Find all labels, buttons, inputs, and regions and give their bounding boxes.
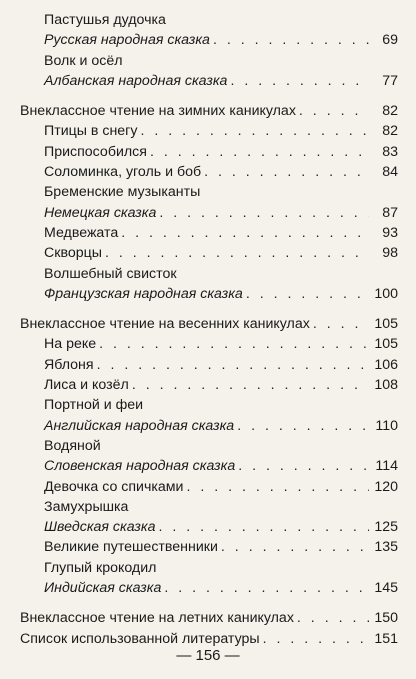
toc-entry xyxy=(0,375,416,395)
toc-entry xyxy=(0,243,416,263)
dot-leader xyxy=(99,334,369,354)
toc-entry-title: Список использованной литературы xyxy=(20,630,260,647)
toc-page-number: 84 xyxy=(382,164,398,181)
page-number: — 156 — xyxy=(176,647,240,664)
toc-entry xyxy=(0,456,416,476)
toc-entry xyxy=(0,264,416,284)
toc-page-number: 100 xyxy=(374,285,398,302)
toc-section xyxy=(0,629,416,649)
toc-entry xyxy=(0,355,416,375)
toc-page-number: 98 xyxy=(382,245,398,262)
dot-leader xyxy=(97,355,369,375)
toc-section xyxy=(0,608,416,628)
toc-entry xyxy=(0,477,416,497)
toc-entry xyxy=(0,162,416,182)
toc-page-number: 105 xyxy=(374,316,398,333)
dot-leader xyxy=(159,203,369,223)
toc-page-number: 151 xyxy=(374,630,398,647)
dot-leader xyxy=(246,284,369,304)
toc-entry xyxy=(0,416,416,436)
toc-entry-title: Птицы в снегу xyxy=(44,123,138,140)
toc-entry-title: Внеклассное чтение на весенних каникулах xyxy=(20,316,310,333)
toc-entry xyxy=(0,203,416,223)
toc-entry-title: Скворцы xyxy=(44,245,102,262)
toc-entry-title: Бременские музыканты xyxy=(44,184,201,201)
dot-leader xyxy=(297,608,369,628)
toc-entry-title: Яблоня xyxy=(44,356,94,373)
toc-entry-title: Медвежата xyxy=(44,224,119,241)
toc-page-number: 83 xyxy=(382,143,398,160)
toc-entry-title: Глупый крокодил xyxy=(44,559,157,576)
toc-entry xyxy=(0,334,416,354)
toc-entry xyxy=(0,436,416,456)
dot-leader xyxy=(132,375,369,395)
toc-entry xyxy=(0,395,416,415)
toc-entry-title: Портной и феи xyxy=(44,397,144,414)
toc-entry xyxy=(0,558,416,578)
dot-leader xyxy=(121,223,369,243)
toc-entry-origin: Словенская народная сказка xyxy=(44,458,236,475)
toc-page-number: 125 xyxy=(374,519,398,536)
toc-entry-title: Девочка со спичками xyxy=(44,478,184,495)
toc-entry-title: Великие путешественники xyxy=(44,539,218,556)
toc-entry xyxy=(0,10,416,30)
section-gap xyxy=(0,598,416,608)
toc-page-number: 106 xyxy=(374,356,398,373)
dot-leader xyxy=(263,629,369,649)
toc-entry-title: Соломинка, уголь и боб xyxy=(44,164,202,181)
toc-page-number: 110 xyxy=(375,417,398,434)
toc-entry-origin: Индийская сказка xyxy=(44,580,162,597)
toc-entry-origin: Английская народная сказка xyxy=(44,417,235,434)
toc-page-number: 145 xyxy=(374,580,398,597)
toc-entry xyxy=(0,517,416,537)
toc-page-number: 120 xyxy=(374,478,398,495)
toc-entry xyxy=(0,537,416,557)
dot-leader xyxy=(140,121,369,141)
toc-entry xyxy=(0,182,416,202)
toc-page-number: 69 xyxy=(382,32,398,49)
toc-entry-origin: Немецкая сказка xyxy=(44,204,157,221)
toc-page-number: 82 xyxy=(382,123,398,140)
toc-entry-title: На реке xyxy=(44,336,97,353)
dot-leader xyxy=(158,517,369,537)
section-gap xyxy=(0,91,416,101)
toc-page-number: 114 xyxy=(375,458,398,475)
toc-entry xyxy=(0,142,416,162)
toc-page-number: 82 xyxy=(382,103,398,120)
toc-entry-title: Внеклассное чтение на зимних каникулах xyxy=(20,103,296,120)
dot-leader xyxy=(221,537,369,557)
dot-leader xyxy=(164,578,369,598)
toc-entry xyxy=(0,284,416,304)
toc-entry xyxy=(0,121,416,141)
dot-leader xyxy=(313,314,369,334)
toc-entry xyxy=(0,51,416,71)
toc-entry-title: Приспособился xyxy=(44,143,147,160)
section-gap xyxy=(0,304,416,314)
dot-leader xyxy=(204,162,369,182)
toc-page-number: 87 xyxy=(382,204,398,221)
toc-entry xyxy=(0,71,416,91)
toc-entry xyxy=(0,30,416,50)
dot-leader xyxy=(186,477,369,497)
toc-entry-title: Пастушья дудочка xyxy=(44,12,166,28)
table-of-contents xyxy=(0,10,416,649)
dot-leader xyxy=(237,416,369,436)
dot-leader xyxy=(238,456,369,476)
toc-entry-title: Внеклассное чтение на летних каникулах xyxy=(20,610,294,627)
toc-entry-title: Водяной xyxy=(44,437,101,454)
toc-page-number: 135 xyxy=(374,539,398,556)
toc-entry-origin: Русская народная сказка xyxy=(44,32,210,49)
toc-entry-title: Замухрышка xyxy=(44,498,129,515)
dot-leader xyxy=(105,243,369,263)
dot-leader xyxy=(213,30,369,50)
toc-entry-origin: Шведская сказка xyxy=(44,519,156,536)
toc-section xyxy=(0,101,416,121)
dot-leader xyxy=(230,71,369,91)
toc-entry-title: Лиса и козёл xyxy=(44,377,129,394)
toc-entry-title: Волшебный свисток xyxy=(44,265,177,282)
toc-page-number: 77 xyxy=(382,72,398,89)
toc-entry xyxy=(0,578,416,598)
toc-entry xyxy=(0,497,416,517)
toc-page-number: 150 xyxy=(374,610,398,627)
dot-leader xyxy=(299,101,369,121)
toc-page-number: 105 xyxy=(374,336,398,353)
toc-entry-origin: Албанская народная сказка xyxy=(44,72,228,89)
dot-leader xyxy=(150,142,369,162)
toc-entry-origin: Французская народная сказка xyxy=(44,285,243,302)
toc-page-number: 108 xyxy=(374,377,398,394)
toc-entry xyxy=(0,223,416,243)
toc-entry-title: Волк и осёл xyxy=(44,52,123,69)
toc-section xyxy=(0,314,416,334)
toc-page-number: 93 xyxy=(382,224,398,241)
